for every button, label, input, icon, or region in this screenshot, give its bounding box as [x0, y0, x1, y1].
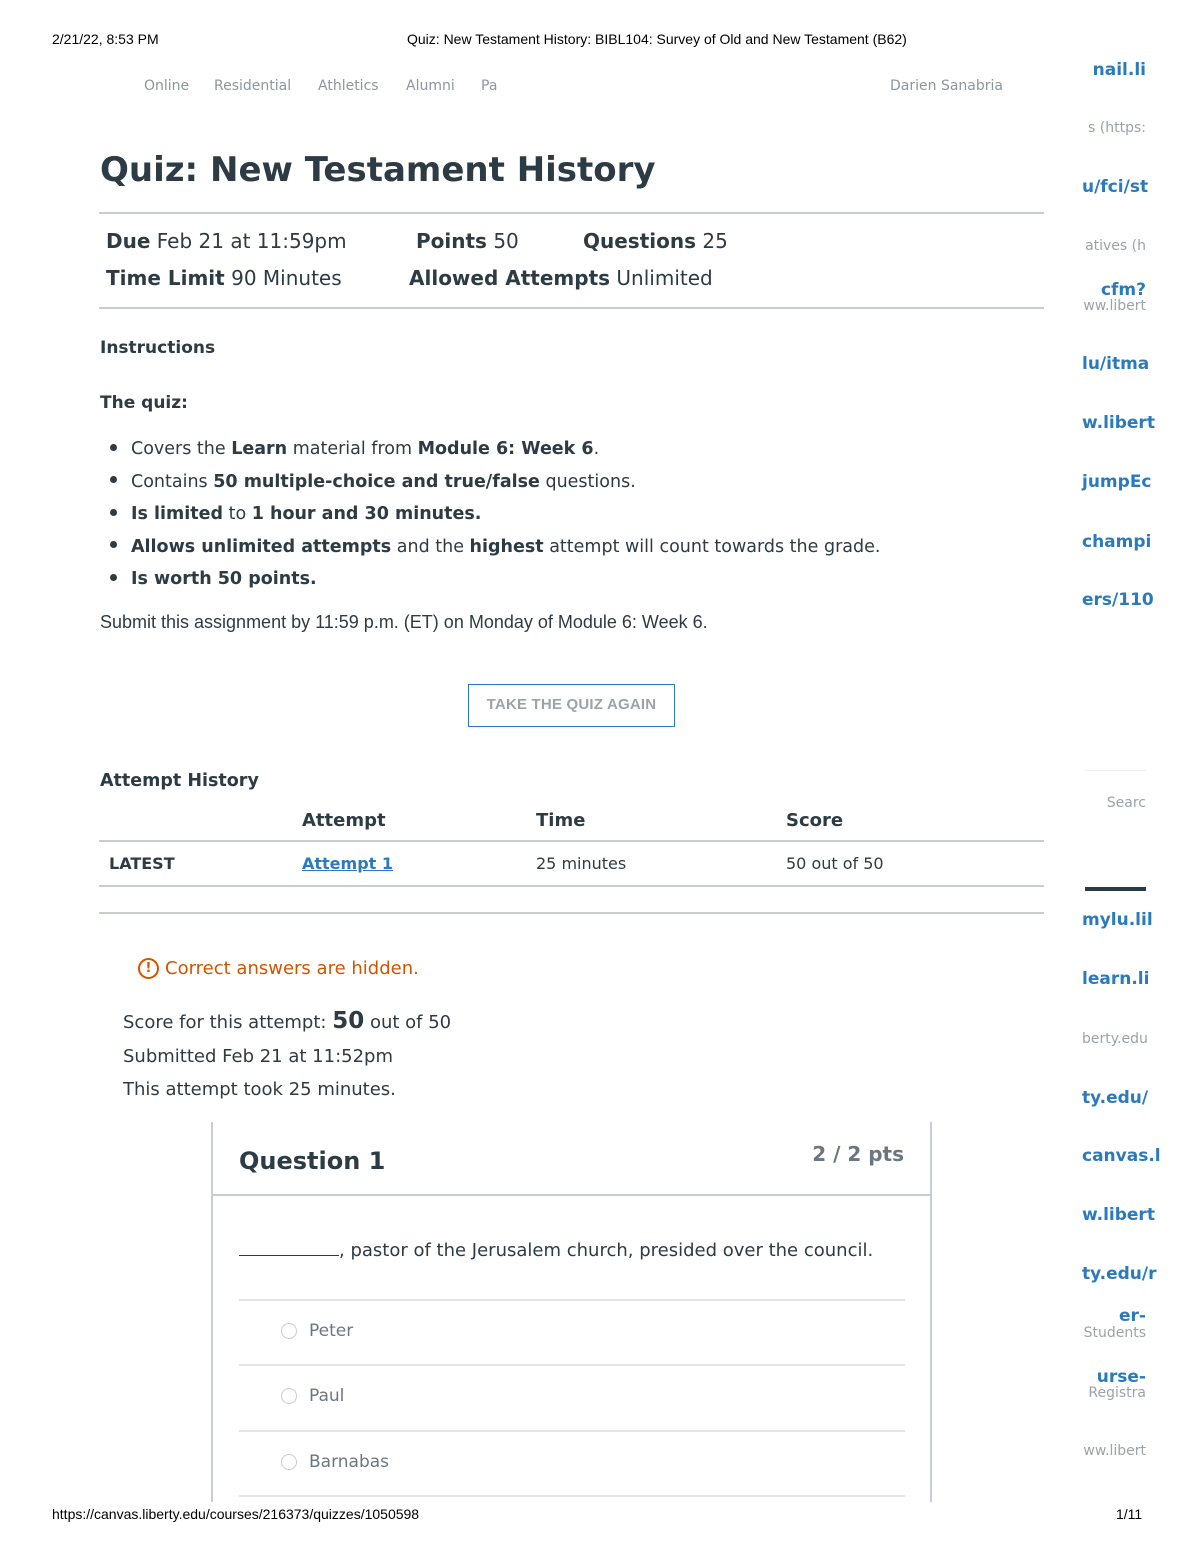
answer-option[interactable]	[239, 1299, 905, 1364]
print-datetime: 2/21/22, 8:53 PM	[52, 31, 159, 47]
bullet-text: material from	[287, 439, 418, 459]
column-header-time: Time	[536, 810, 586, 831]
side-fragment[interactable]: lu/itma	[1082, 354, 1150, 374]
side-fragment: ww.libert	[1083, 298, 1146, 314]
side-fragment: ww.libert	[1083, 1443, 1146, 1459]
bullet-bold: highest	[469, 536, 544, 557]
points-label: Points	[416, 229, 487, 253]
points-value: 50	[493, 229, 519, 253]
column-header-score: Score	[786, 810, 844, 831]
attempts-info	[409, 266, 713, 290]
radio-button[interactable]	[281, 1323, 297, 1339]
attempt-link[interactable]: Attempt 1	[302, 854, 394, 873]
attempts-label: Allowed Attempts	[409, 266, 611, 290]
list-item	[110, 436, 880, 469]
radio-button[interactable]	[281, 1454, 297, 1470]
side-fragment[interactable]: nail.li	[1092, 60, 1146, 80]
side-fragment[interactable]: ty.edu/r	[1082, 1264, 1157, 1284]
score-suffix: out of 50	[364, 1012, 452, 1033]
bullet-bold: 1 hour and 30 minutes	[251, 504, 475, 524]
side-search-input[interactable]: Searc	[1106, 795, 1146, 811]
side-fragment[interactable]: learn.li	[1082, 969, 1150, 989]
list-item	[110, 534, 880, 567]
side-fragment[interactable]: canvas.l	[1082, 1146, 1161, 1166]
bullet-bold: Allows unlimited attempts	[131, 536, 392, 557]
answer-label: Barnabas	[309, 1452, 390, 1472]
question-text	[239, 1238, 873, 1261]
side-fragment[interactable]: cfm?	[1100, 280, 1146, 300]
side-fragment[interactable]: ty.edu/	[1082, 1088, 1149, 1108]
side-fragment: atives (h	[1085, 238, 1146, 254]
bullet-bold: Module 6: Week 6	[417, 439, 594, 459]
list-item	[110, 566, 880, 599]
side-fragment[interactable]: jumpEc	[1082, 472, 1152, 492]
attempts-value: Unlimited	[616, 266, 713, 290]
nav-athletics[interactable]: Athletics	[318, 78, 379, 94]
table-header-divider	[99, 840, 1044, 842]
nav-residential[interactable]: Residential	[214, 78, 292, 94]
print-page-number: 1/11	[1116, 1506, 1143, 1522]
bullet-text: Contains	[131, 471, 214, 492]
side-fragment[interactable]: w.libert	[1082, 413, 1155, 433]
questions-info	[583, 229, 728, 253]
print-url: https://canvas.liberty.edu/courses/216373/quizzes/1050598	[52, 1506, 420, 1522]
answer-option[interactable]	[239, 1495, 905, 1560]
questions-value: 25	[702, 229, 728, 253]
side-fragment[interactable]: w.libert	[1082, 1205, 1155, 1225]
side-fragment[interactable]: mylu.lil	[1082, 910, 1153, 930]
bullet-bold: Learn	[231, 439, 288, 459]
question-title: Question 1	[239, 1147, 386, 1175]
print-doc-title: Quiz: New Testament History: BIBL104: Survey of Old and New Testament (B62)	[407, 31, 907, 47]
attempt-time: 25 minutes	[536, 854, 627, 873]
question-text-body: , pastor of the Jerusalem church, presided over the council.	[339, 1240, 874, 1261]
bullet-icon	[110, 476, 117, 483]
bullet-bold: .	[310, 569, 317, 589]
time-limit-label: Time Limit	[106, 266, 225, 290]
question-card	[211, 1122, 932, 1502]
latest-tag: LATEST	[109, 854, 175, 873]
answers-hidden-notice	[138, 958, 419, 979]
question-header	[213, 1122, 930, 1196]
due-info	[106, 229, 347, 253]
due-label: Due	[106, 229, 151, 253]
bullet-icon	[110, 444, 117, 451]
bullet-text: questions.	[539, 471, 636, 492]
bullet-bold: 50 multiple-choice and true/false	[213, 471, 540, 492]
duration-line: This attempt took 25 minutes.	[123, 1079, 396, 1100]
side-fragment[interactable]: urse-	[1096, 1367, 1146, 1387]
points-info	[416, 229, 519, 253]
attempt-score-line	[123, 1008, 451, 1034]
radio-button[interactable]	[281, 1388, 297, 1404]
page-title: Quiz: New Testament History	[100, 150, 656, 190]
nav-partial[interactable]	[481, 78, 498, 94]
side-fragment[interactable]: er-	[1119, 1306, 1146, 1326]
warning-icon: !	[138, 958, 159, 979]
bullet-icon	[110, 541, 117, 548]
side-fragment: berty.edu	[1082, 1031, 1148, 1047]
side-fragment[interactable]: u/fci/st	[1082, 177, 1149, 197]
instructions-subheading: The quiz:	[100, 393, 188, 413]
bullet-text: Covers the	[131, 439, 232, 459]
side-fragment[interactable]: champi	[1082, 532, 1152, 552]
side-rule	[1085, 887, 1146, 891]
attempt-score: 50 out of 50	[786, 854, 884, 873]
instructions-heading: Instructions	[100, 338, 216, 358]
instructions-list	[110, 436, 880, 599]
nav-partial-label: Pa	[481, 78, 498, 94]
side-fragment: s (https:	[1088, 120, 1146, 136]
section-divider	[99, 912, 1044, 914]
list-item	[110, 501, 880, 534]
side-fragment: Registra	[1088, 1385, 1146, 1401]
bullet-text: attempt will count towards the grade.	[543, 536, 881, 557]
questions-label: Questions	[583, 229, 697, 253]
bullet-bold: Is worth 50 points	[131, 569, 310, 589]
side-fragment: Students	[1083, 1325, 1146, 1341]
answer-option[interactable]	[239, 1364, 905, 1429]
column-header-attempt: Attempt	[302, 810, 386, 831]
due-value: Feb 21 at 11:59pm	[156, 229, 347, 253]
bullet-text: to	[223, 504, 252, 524]
bullet-icon	[110, 509, 117, 516]
take-quiz-again-button[interactable]: TAKE THE QUIZ AGAIN	[468, 684, 675, 727]
bullet-bold: .	[474, 504, 482, 524]
answer-label: Paul	[309, 1386, 345, 1406]
bullet-bold: Is limited	[131, 504, 224, 524]
answer-label: Peter	[309, 1321, 354, 1341]
side-divider	[1085, 770, 1146, 771]
user-name[interactable]: Darien Sanabria	[890, 78, 1003, 94]
table-row-divider	[99, 885, 1044, 887]
answers-hidden-text: Correct answers are hidden.	[165, 958, 419, 979]
submit-note: Submit this assignment by 11:59 p.m. (ET) on Monday of Module 6: Week 6.	[100, 612, 708, 632]
bullet-icon	[110, 574, 117, 581]
title-divider	[99, 212, 1044, 214]
score-value: 50	[332, 1008, 365, 1034]
time-limit-value: 90 Minutes	[231, 266, 342, 290]
submitted-line: Submitted Feb 21 at 11:52pm	[123, 1046, 393, 1067]
nav-alumni[interactable]: Alumni	[406, 78, 455, 94]
time-limit-info	[106, 266, 342, 290]
question-points: 2 / 2 pts	[812, 1142, 904, 1166]
meta-divider	[99, 307, 1044, 309]
bullet-text: and the	[391, 536, 470, 557]
question-blank	[239, 1238, 339, 1256]
attempt-history-heading: Attempt History	[100, 771, 259, 791]
nav-online[interactable]: Online	[144, 78, 190, 94]
side-fragment[interactable]: ers/110	[1082, 590, 1154, 610]
list-item	[110, 469, 880, 502]
answer-option[interactable]	[239, 1430, 905, 1495]
score-prefix: Score for this attempt:	[123, 1012, 333, 1033]
bullet-text: .	[593, 439, 600, 459]
